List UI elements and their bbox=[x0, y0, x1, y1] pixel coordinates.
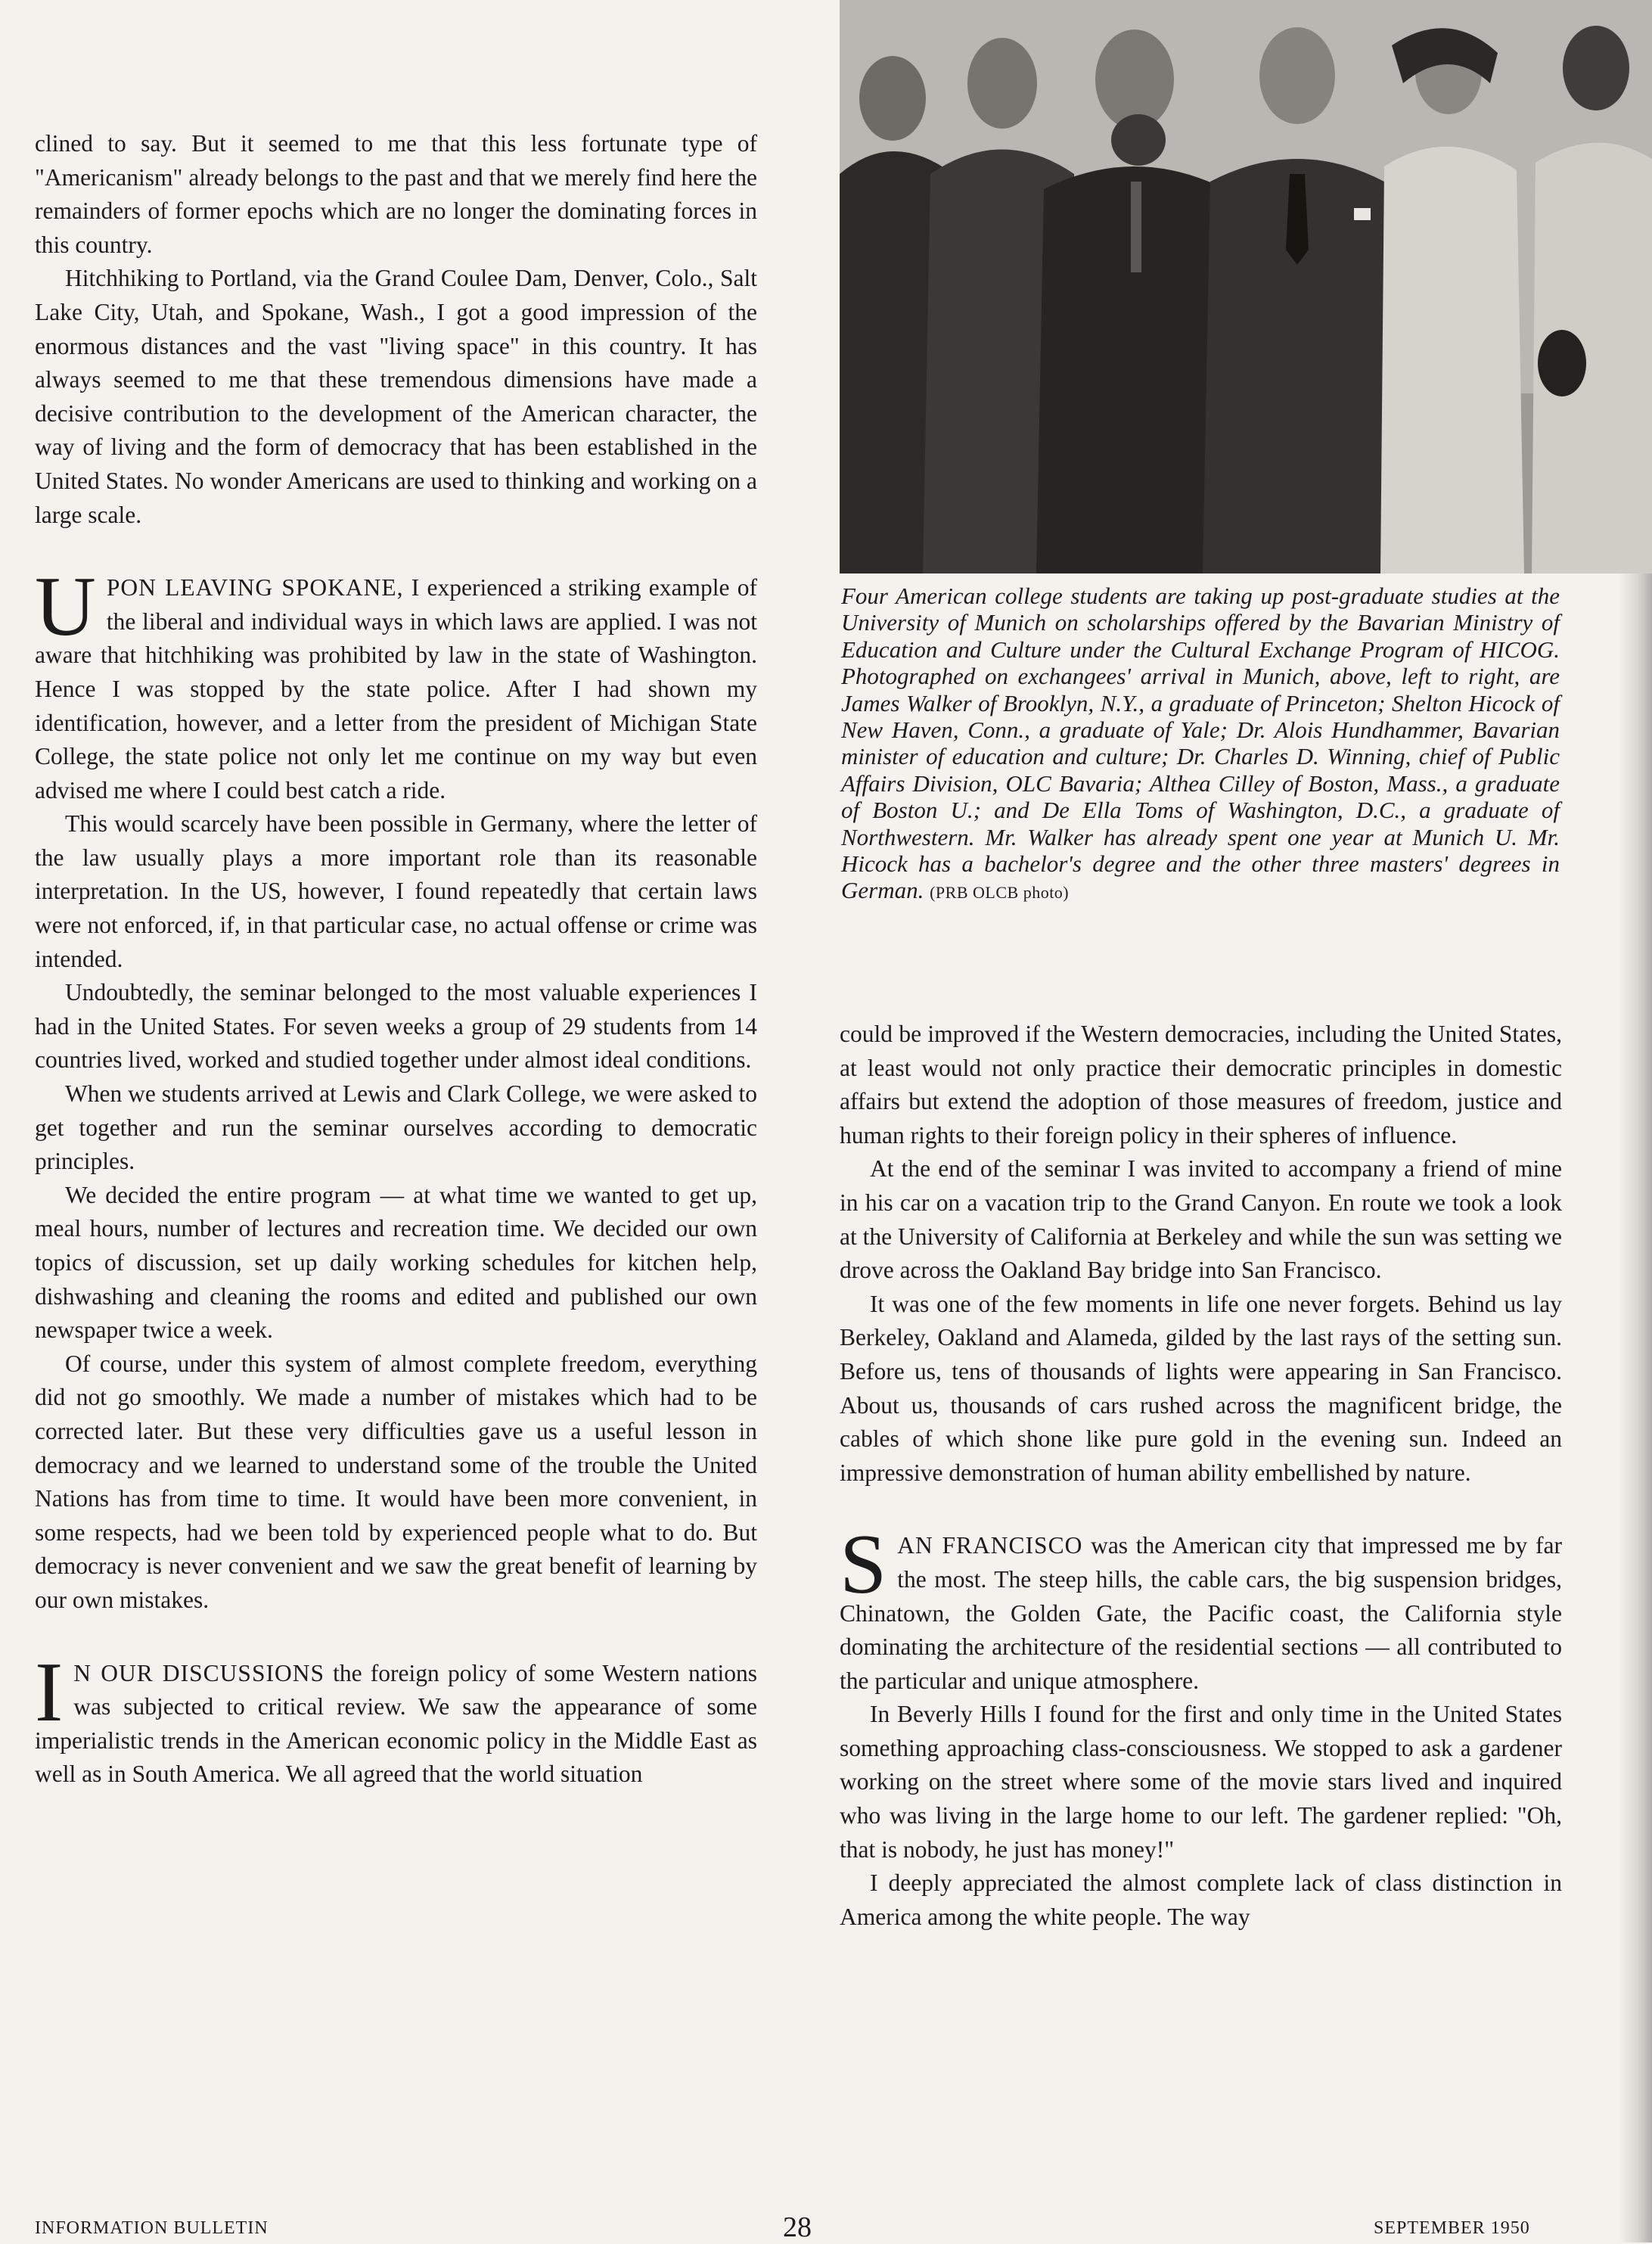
paragraph: When we students arrived at Lewis and Clark College, we were asked to get together and run the seminar ourselves according to democratic principles. bbox=[35, 1080, 757, 1175]
drop-cap: S bbox=[840, 1518, 887, 1612]
paragraph: clined to say. But it seemed to me that this less fortunate type of "Americanism" already belongs to the past and that we merely find here the remainders of former epochs which are no longer the dominating forces in this country. bbox=[35, 130, 757, 258]
photo-caption bbox=[841, 583, 1560, 906]
page-binding-shadow bbox=[1619, 573, 1652, 2242]
section-opening-paragraph bbox=[840, 1518, 1562, 1698]
paragraph: I deeply appreciated the almost complete lack of class distinction in America among the white people. The way bbox=[840, 1869, 1562, 1930]
paragraph-text: the foreign policy of some Western nations was subjected to critical review. We saw the appearance of some imperialistic trends in the American economic policy in the Middle East as well as in South America. We all agreed that the world situation bbox=[35, 1659, 757, 1788]
paragraph-text: was the American city that impressed me by far the most. The steep hills, the cable cars, the big suspension bridges, Chinatown, the Golden Gate, the Pacific coast, the California style dominating the architecture of the residential sections — all contributed to the particular and unique atmosphere. bbox=[840, 1532, 1562, 1694]
paragraph: At the end of the seminar I was invited to accompany a friend of mine in his car on a vacation trip to the Grand Canyon. En route we took a look at the University of California at Berkeley and while the sun was setting we drove across the Oakland Bay bridge into San Francisco. bbox=[840, 1155, 1562, 1284]
footer-date: SEPTEMBER 1950 bbox=[1374, 2218, 1530, 2238]
paragraph: Hitchhiking to Portland, via the Grand Coulee Dam, Denver, Colo., Salt Lake City, Utah, and Spokane, Wash., I got a good impression of the enormous distances and the vast "living space" in this country. It has always seemed to me that these tremendous dimensions have made a decisive contribution to the development of the American character, the way of living and the form of democracy that has been established in the United States. No wonder Americans are used to thinking and working on a large scale. bbox=[35, 265, 757, 528]
paragraph-text: I experienced a striking example of the liberal and individual ways in which laws are applied. I was not aware that hitchhiking was prohibited by law in the state of Washington. Hence I was stopped by the state police. After I had shown my identification, however, and a letter from the president of Michigan State College, the state police not only let me continue on my way but even advised me where I could best catch a ride. bbox=[35, 574, 757, 803]
lead-in: PON LEAVING SPOKANE, bbox=[106, 574, 404, 601]
paragraph: Of course, under this system of almost complete freedom, everything did not go smoothly. We made a number of mistakes which had to be corrected later. But these very difficulties gave us a useful lesson in democracy and we learned to understand some of the trouble the United Nations has from time to time. It would have been more convenient, in some respects, had we been told by experienced people what to do. But democracy is never convenient and we saw the great benefit of learning by our own mistakes. bbox=[35, 1350, 757, 1613]
photo-credit: (PRB OLCB photo) bbox=[930, 883, 1070, 903]
photo-illustration bbox=[840, 0, 1652, 573]
paragraph: Undoubtedly, the seminar belonged to the most valuable experiences I had in the United States. For seven weeks a group of 29 students from 14 countries lived, worked and studied together under almost ideal conditions. bbox=[35, 979, 757, 1074]
lead-in: AN FRANCISCO bbox=[897, 1532, 1083, 1559]
drop-cap: I bbox=[35, 1645, 64, 1739]
section-opening-paragraph bbox=[35, 1645, 757, 1792]
caption-text: Four American college students are taking up post-graduate studies at the University of Munich on scholarships offered by the Bavarian Ministry of Education and Culture under the Cultural Exchange Program of HICOG. Photographed on exchangees' arrival in Munich, above, left to right, are James Walker of Brooklyn, N.Y., a graduate of Princeton; Shelton Hicock of New Haven, Conn., a graduate of Yale; Dr. Alois Hundhammer, Bavarian minister of education and culture; Dr. Charles D. Winning, chief of Public Affairs Division, OLC Bavaria; Althea Cilley of Boston, Mass., a graduate of Boston U.; and De Ella Toms of Washington, D.C., a graduate of Northwestern. Mr. Walker has already spent one year at Munich U. Mr. Hicock has a bachelor's degree and the other three masters' degrees in German. bbox=[841, 583, 1560, 904]
paragraph: This would scarcely have been possible in Germany, where the letter of the law usually plays a more important role than its reasonable interpretation. In the US, however, I found repeatedly that certain laws were not enforced, if, in that particular case, no actual offense or crime was intended. bbox=[35, 810, 757, 972]
lead-in: N OUR DISCUSSIONS bbox=[73, 1659, 324, 1686]
drop-cap: U bbox=[35, 560, 96, 654]
right-column bbox=[840, 1018, 1562, 1934]
paragraph: could be improved if the Western democracies, including the United States, at least would not only practice their democratic principles in domestic affairs but extend the adoption of those measures of freedom, justice and human rights to their foreign policy in their spheres of influence. bbox=[840, 1021, 1562, 1148]
paragraph: It was one of the few moments in life one never forgets. Behind us lay Berkeley, Oakland and Alameda, gilded by the last rays of the setting sun. Before us, tens of thousands of lights were appearing in San Francisco. About us, thousands of cars rushed across the magnificent bridge, the cables of which shone like pure gold in the evening sun. Indeed an impressive demonstration of human ability embellished by nature. bbox=[840, 1290, 1562, 1486]
footer-publication: INFORMATION BULLETIN bbox=[35, 2218, 269, 2238]
paragraph: We decided the entire program — at what time we wanted to get up, meal hours, number of lectures and recreation time. We decided our own topics of discussion, set up daily working schedules for kitchen help, dishwashing and cleaning the rooms and edited and published our own newspaper twice a week. bbox=[35, 1181, 757, 1344]
page-number: 28 bbox=[783, 2211, 812, 2243]
paragraph: In Beverly Hills I found for the first and only time in the United States something approaching class-consciousness. We stopped to ask a gardener working on the street where some of the movie stars lived and inquired who was living in the large home to our left. The gardener replied: "Oh, that is nobody, he just has money!" bbox=[840, 1701, 1562, 1863]
group-photo bbox=[840, 0, 1652, 573]
section-opening-paragraph bbox=[35, 560, 757, 807]
left-column bbox=[35, 127, 757, 1792]
